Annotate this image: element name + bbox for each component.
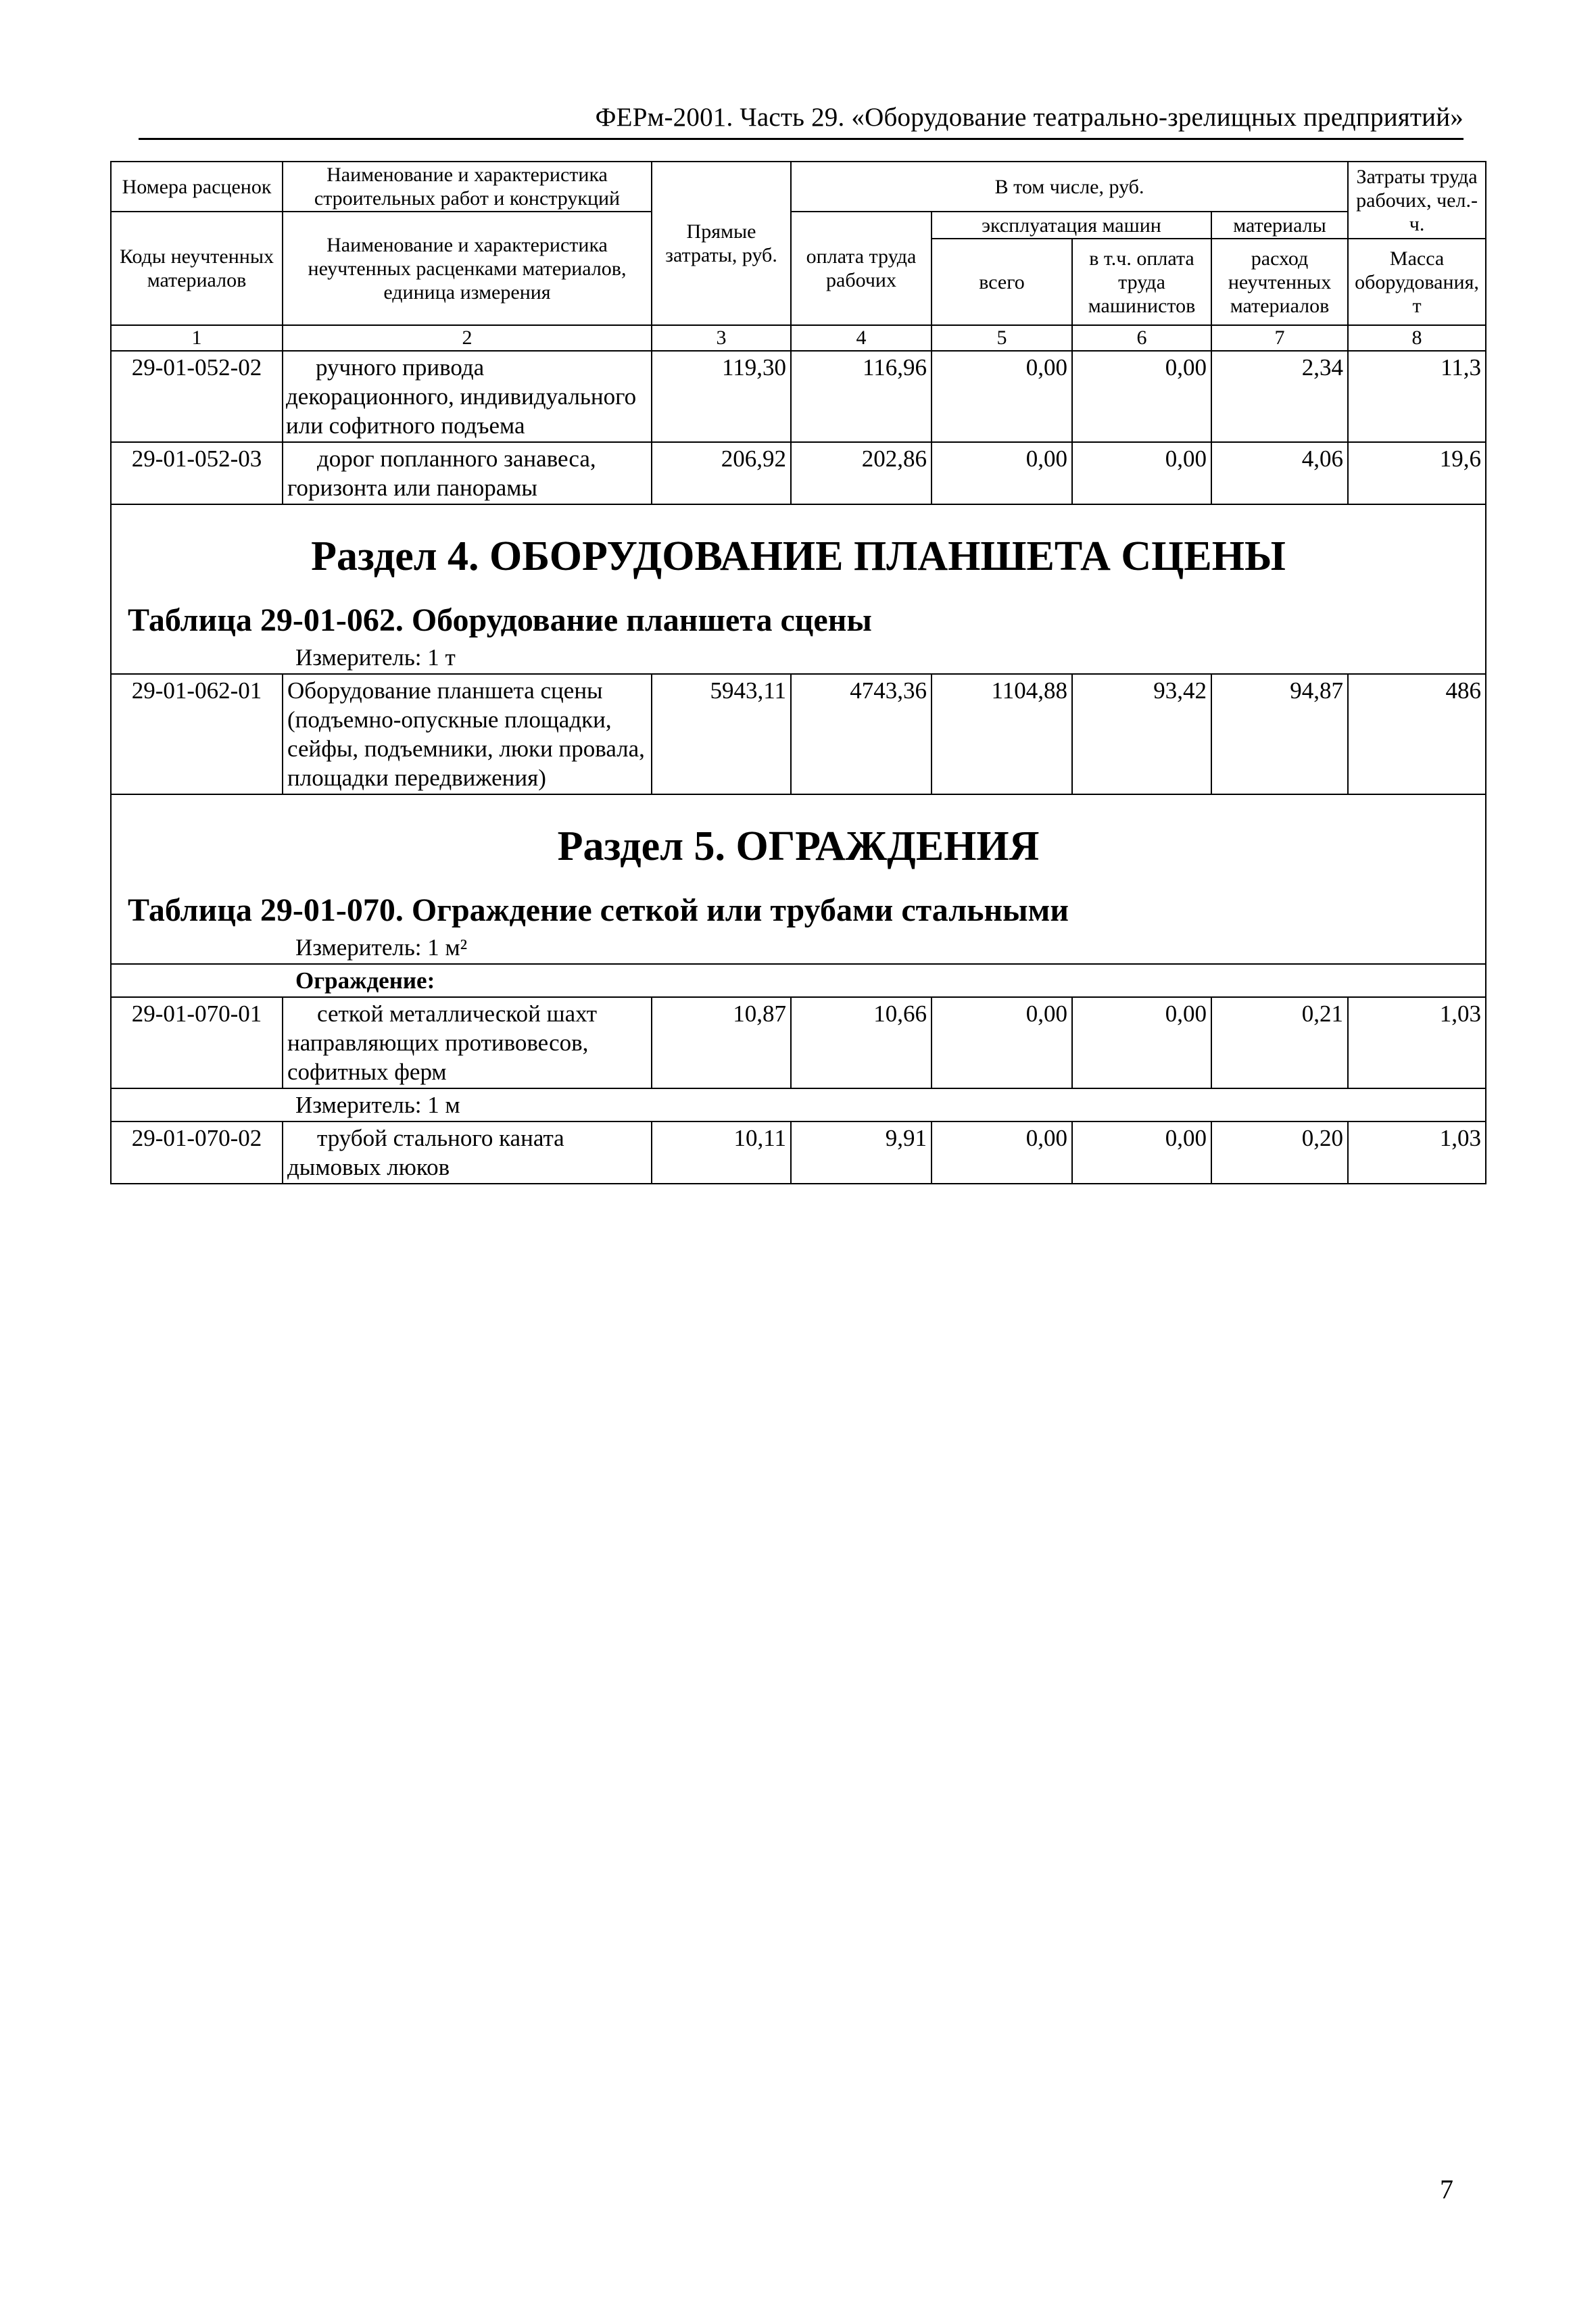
labor-hours: 11,3 <box>1348 351 1486 442</box>
rate-code: 29-01-052-02 <box>111 351 283 442</box>
group-heading: Ограждение: <box>111 964 1486 997</box>
labor-pay: 10,66 <box>791 997 932 1088</box>
section-title: Раздел 5. ОГРАЖДЕНИЯ <box>111 794 1486 890</box>
machines-total: 0,00 <box>932 997 1072 1088</box>
table-row <box>111 674 1486 794</box>
col-number: 5 <box>932 325 1072 351</box>
rate-name: сеткой металлической шахт направляющих противовесов, софитных ферм <box>283 997 652 1088</box>
machines-total: 0,00 <box>932 442 1072 504</box>
rate-name: трубой стального каната дымовых люков <box>283 1121 652 1184</box>
section-title: Раздел 4. ОБОРУДОВАНИЕ ПЛАНШЕТА СЦЕНЫ <box>111 504 1486 600</box>
labor-pay: 202,86 <box>791 442 932 504</box>
labor-pay: 116,96 <box>791 351 932 442</box>
machines-total: 1104,88 <box>932 674 1072 794</box>
table-title: Таблица 29-01-062. Оборудование планшета сцены <box>111 600 1486 642</box>
table-row <box>111 997 1486 1088</box>
materials: 2,34 <box>1211 351 1348 442</box>
machinists-pay: 0,00 <box>1072 442 1211 504</box>
measure-unit: Измеритель: 1 м² <box>111 932 1486 964</box>
header-col1-bottom: Коды неучтенных материалов <box>111 212 283 325</box>
labor-hours: 19,6 <box>1348 442 1486 504</box>
machines-total: 0,00 <box>932 1121 1072 1184</box>
labor-hours: 1,03 <box>1348 1121 1486 1184</box>
machinists-pay: 0,00 <box>1072 997 1211 1088</box>
rate-code: 29-01-062-01 <box>111 674 283 794</box>
machinists-pay: 93,42 <box>1072 674 1211 794</box>
header-col7: расход неучтенных материалов <box>1211 239 1348 325</box>
header-col1-top: Номера расценок <box>111 162 283 212</box>
header-col4: оплата труда рабочих <box>791 212 932 325</box>
table-row <box>111 1121 1486 1184</box>
rate-code: 29-01-070-02 <box>111 1121 283 1184</box>
labor-pay: 4743,36 <box>791 674 932 794</box>
measure-unit: Измеритель: 1 т <box>111 642 1486 674</box>
running-header: ФЕРм-2001. Часть 29. «Оборудование театрально-зрелищных предприятий» <box>139 101 1464 140</box>
header-col8-bottom: Масса оборудования, т <box>1348 239 1486 325</box>
rate-name: дорог попланного занавеса, горизонта или панорамы <box>283 442 652 504</box>
rate-name: ручного привода декорационного, индивидуального или софитного подъема <box>283 351 652 442</box>
page-number: 7 <box>1440 2174 1453 2204</box>
header-materials: материалы <box>1211 212 1348 239</box>
header-col6: в т.ч. оплата труда машинистов <box>1072 239 1211 325</box>
machinists-pay: 0,00 <box>1072 351 1211 442</box>
direct-costs: 10,87 <box>652 997 791 1088</box>
header-col2-bottom: Наименование и характеристика неучтенных расценками материалов, единица измерения <box>283 212 652 325</box>
direct-costs: 10,11 <box>652 1121 791 1184</box>
header-col5: всего <box>932 239 1072 325</box>
direct-costs: 119,30 <box>652 351 791 442</box>
col-number: 1 <box>111 325 283 351</box>
header-col8-top: Затраты труда рабочих, чел.-ч. <box>1348 162 1486 239</box>
table-row <box>111 351 1486 442</box>
table-title: Таблица 29-01-070. Ограждение сеткой или трубами стальными <box>111 890 1486 932</box>
rate-name: Оборудование планшета сцены (подъемно-опускные площадки, сейфы, подъемники, люки провала, площадки передвижения) <box>283 674 652 794</box>
rate-code: 29-01-052-03 <box>111 442 283 504</box>
header-machines: эксплуатация машин <box>932 212 1211 239</box>
rate-code: 29-01-070-01 <box>111 997 283 1088</box>
labor-hours: 486 <box>1348 674 1486 794</box>
machinists-pay: 0,00 <box>1072 1121 1211 1184</box>
direct-costs: 5943,11 <box>652 674 791 794</box>
materials: 0,21 <box>1211 997 1348 1088</box>
col-number: 3 <box>652 325 791 351</box>
materials: 4,06 <box>1211 442 1348 504</box>
direct-costs: 206,92 <box>652 442 791 504</box>
col-number: 6 <box>1072 325 1211 351</box>
table-row <box>111 442 1486 504</box>
materials: 0,20 <box>1211 1121 1348 1184</box>
machines-total: 0,00 <box>932 351 1072 442</box>
labor-pay: 9,91 <box>791 1121 932 1184</box>
col-number: 8 <box>1348 325 1486 351</box>
materials: 94,87 <box>1211 674 1348 794</box>
labor-hours: 1,03 <box>1348 997 1486 1088</box>
col-number: 2 <box>283 325 652 351</box>
rates-table <box>110 161 1486 1184</box>
header-included: В том числе, руб. <box>791 162 1348 212</box>
header-col2-top: Наименование и характеристика строительных работ и конструкций <box>283 162 652 212</box>
col-number: 7 <box>1211 325 1348 351</box>
col-number: 4 <box>791 325 932 351</box>
measure-unit: Измеритель: 1 м <box>111 1088 1486 1121</box>
header-col3: Прямые затраты, руб. <box>652 162 791 325</box>
